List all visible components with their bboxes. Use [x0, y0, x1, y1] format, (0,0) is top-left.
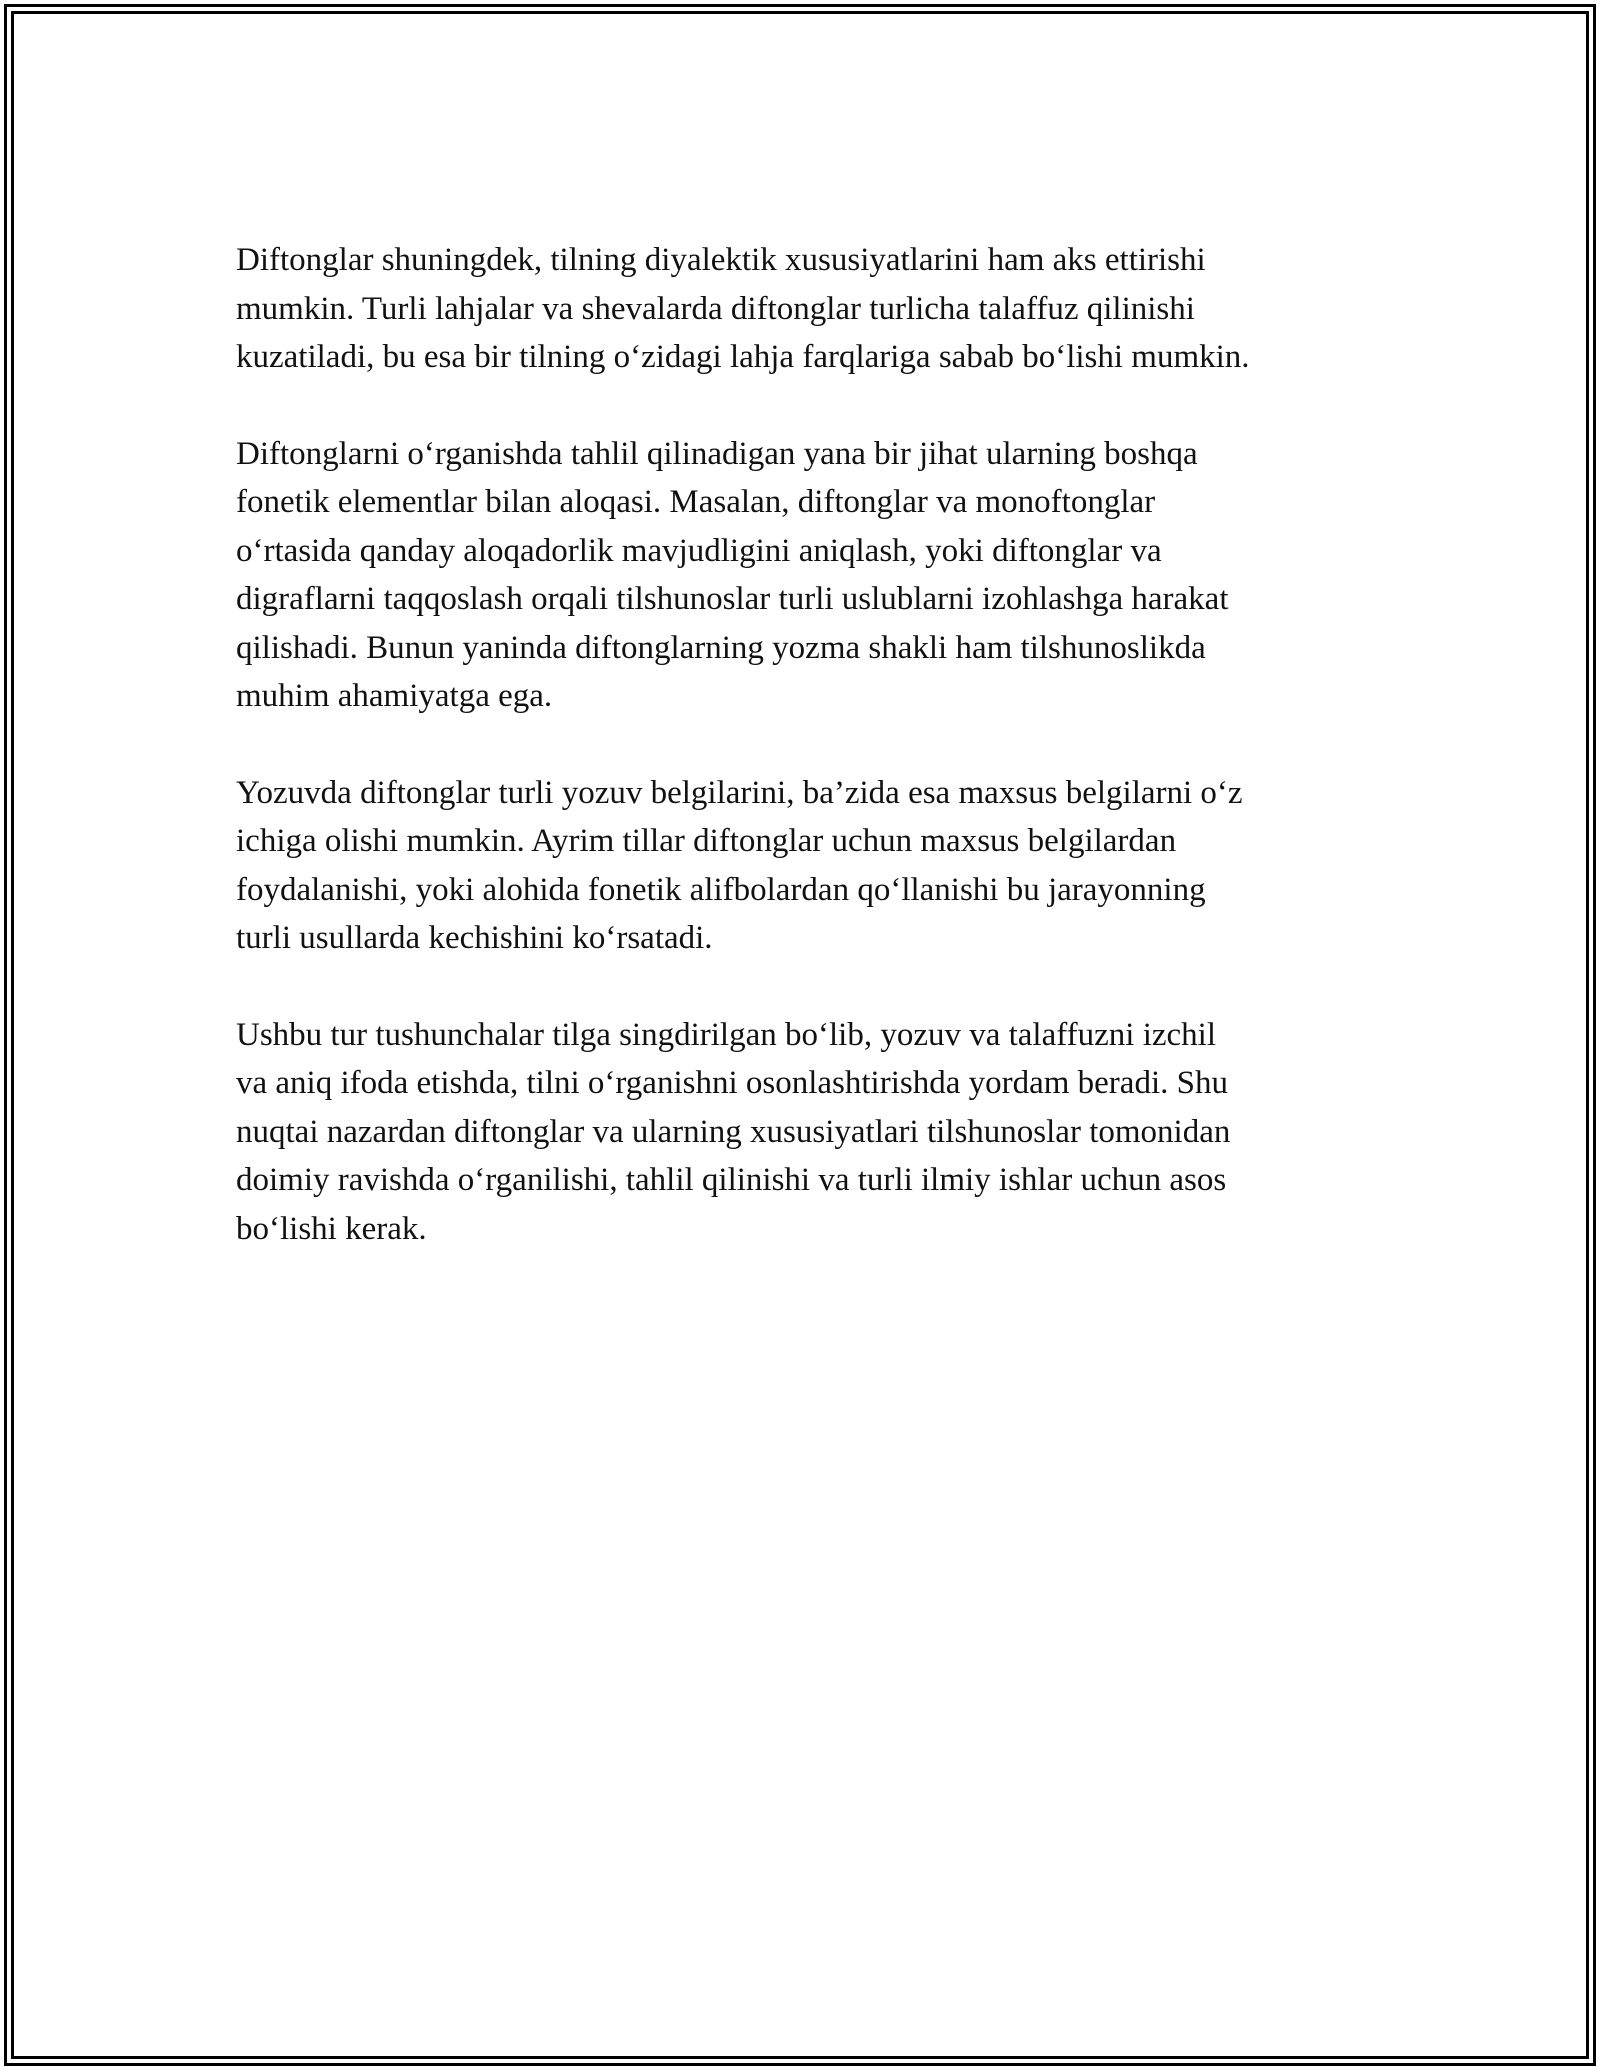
paragraph-dialect: Diftonglar shuningdek, tilning diyalektik xususiyatlarini ham aks ettirishi mumkin. Turli lahjalar va shevalarda diftonglar turlicha talaffuz qilinishi kuzatiladi, bu esa bir tilning o‘zidagi lahja farqlariga sabab bo‘lishi mumkin. — [236, 242, 1250, 375]
paragraph-writing: Yozuvda diftonglar turli yozuv belgilarini, ba’zida esa maxsus belgilarni o‘z ichiga olishi mumkin. Ayrim tillar diftonglar uchun maxsus belgilardan foydalanishi, yoki alohida fonetik alifbolardan qo‘llanishi bu jarayonning turli usullarda kechishini ko‘rsatadi. — [236, 774, 1243, 956]
document-body — [236, 236, 1366, 1301]
paragraph-phonetic-relations: Diftonglarni o‘rganishda tahlil qilinadigan yana bir jihat ularning boshqa fonetik elementlar bilan aloqasi. Masalan, diftonglar va monoftonglar o‘rtasida qanday aloqadorlik mavjudligini aniqlash, yoki diftonglar va digraflarni taqqoslash orqali tilshunoslar turli uslublarni izohlashga harakat qilishadi. Bunun yaninda diftonglarning yozma shakli ham tilshunoslikda muhim ahamiyatga ega. — [236, 435, 1229, 714]
paragraph-conclusion: Ushbu tur tushunchalar tilga singdirilgan bo‘lib, yozuv va talaffuzni izchil va aniq ifoda etishda, tilni o‘rganishni osonlashtirishda yordam beradi. Shu nuqtai nazardan diftonglar va ularning xususiyatlari tilshunoslar tomonidan doimiy ravishda o‘rganilishi, tahlil qilinishi va turli ilmiy ishlar uchun asos bo‘lishi kerak. — [236, 1016, 1231, 1247]
